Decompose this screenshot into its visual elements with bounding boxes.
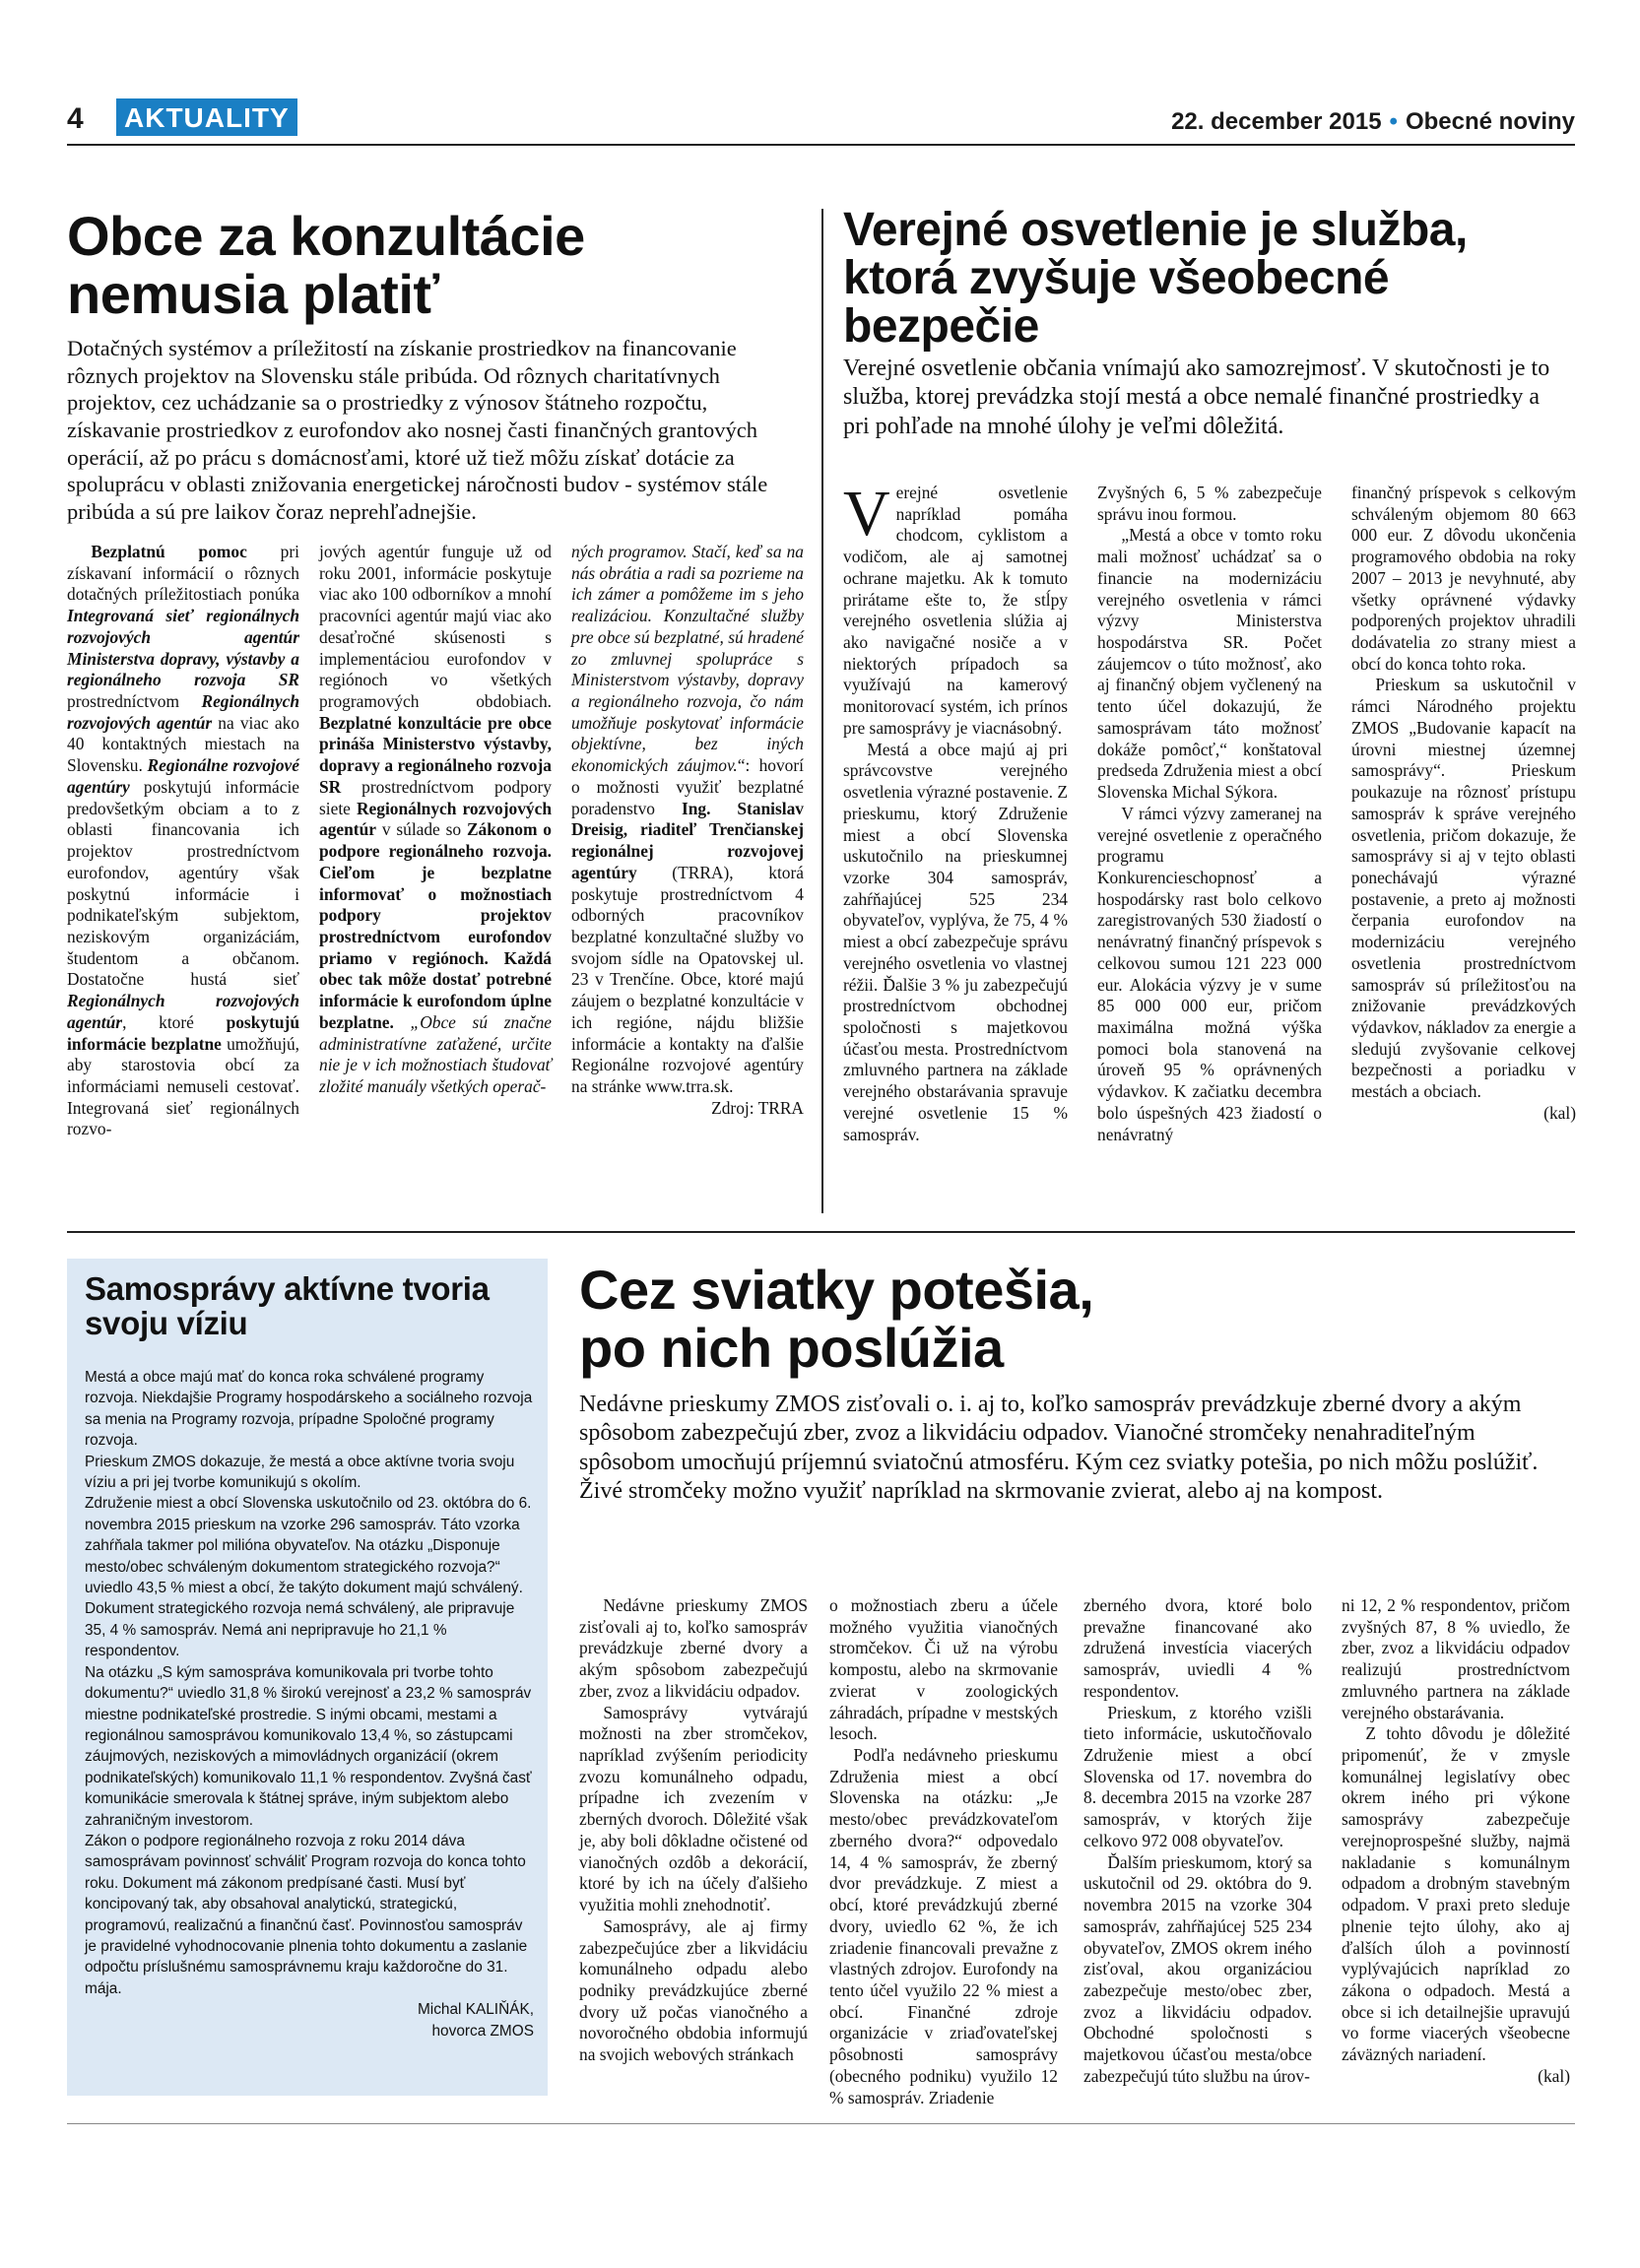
issue-date: 22. december 2015	[1171, 108, 1382, 135]
article1-title	[67, 207, 835, 324]
issue-info	[1171, 108, 1575, 136]
column-rule	[821, 209, 823, 1213]
article2-col2: Zvyšných 6, 5 % zabezpečuje správu inou formou. „Mestá a obce v tomto roku mali možnosť uchádzať sa o financie na modernizáciu verejného osvetlenia v rámci výzvy Ministerstva hospodárstva SR. Počet záujemcov o túto možnosť, ako aj finančný objem vyčlenený na tento účel dokazujú, že samosprávam táto možnosť dokáže pomôcť,“ konštatoval predseda Združenia miest a obcí Slovenska Michal Sýkora. V rámci výzvy zameranej na verejné osvetlenie z operačného programu Konkurencieschopnosť a hospodársky rast bolo celkovo zaregistrovaných 530 žiadostí o nenávratný finančný príspevok s celkovou sumou 121 223 000 eur. Alokácia výzvy je v sume 85 000 000 eur, pričom maximálna možná výška pomoci bola stanovená na úroveň 95 % oprávnených výdavkov. K začiatku decembra bolo úspešných 423 žiadostí o nenávratný	[1097, 483, 1322, 1144]
header-rule	[67, 144, 1575, 146]
article3-col2: o možnostiach zberu a účele možného využitia vianočných stromčekov. Či už na výrobu kompostu, alebo na skrmovanie zvierat v zoologických záhradách, prípadne v mestských lesoch. Podľa nedávneho prieskumu Združenia miest a obcí Slovenska na otázku: „Je mesto/obec prevádzkovateľom zberného dvora?“ odpovedalo 14, 4 % samospráv, že zberný dvor prevádzkuje. Z miest a obcí, ktoré prevádzkujú zberné dvory, uviedlo 62 %, že ich zriadenie financovali prevažne z vlastných zdrojov. Eurofondy na tento účel využilo 22 % miest a obcí. Finančné zdroje organizácie v zriaďovateľskej pôsobnosti samosprávy (obecného podniku) využilo 12 % samospráv. Zriadenie	[829, 1595, 1058, 2107]
sidebar-title	[85, 1272, 528, 1341]
separator-dot: •	[1389, 108, 1398, 135]
article3-col1: Nedávne prieskumy ZMOS zisťovali aj to, koľko samospráv prevádzkuje zberné dvory a akým spôsobom zabezpečujú zber, zvoz a likvidáciu odpadov. Samosprávy vytvárajú možnosti na zber stromčekov, napríklad zvýšením periodicity zvozu komunálneho odpadu, prípadne ich zvezením v zberných dvoroch. Dôležité však je, aby boli dôkladne očistené od vianočných ozdôb a dekorácií, ktoré by ich na účely ďalšieho využitia mohli znehodnotiť. Samosprávy, ale aj firmy zabezpečujúce zber a likvidáciu komunálneho odpadu alebo podniky prevádzkujúce zberné dvory už počas vianočného a novoročného obdobia informujú na svojich webových stránkach	[579, 1595, 808, 2065]
article3-title	[579, 1261, 1525, 1378]
title-line: Samosprávy aktívne tvoria	[85, 1270, 490, 1307]
title-line: ktorá zvyšuje všeobecné	[843, 251, 1390, 304]
page-number: 4	[67, 102, 84, 135]
article3-col4: ni 12, 2 % respondentov, pričom zvyšných 87, 8 % uviedlo, že zber, zvoz a likvidáciu odpadov realizujú prostredníctvom zmluvného partnera na základe verejného obstarávania. Z tohto dôvodu je dôležité pripomenúť, že v zmysle komunálnej legislatívy obec okrem iného pri výkone samosprávy zabezpečuje verejnoprospešné služby, najmä nakladanie s komunálnym odpadom a drobným stavebným odpadom. V praxi preto sleduje plnenie tejto úlohy, ako aj ďalších úloh a povinností vyplývajúcich napríklad zo zákona o odpadoch. Mestá a obce si ich detailnejšie upravujú vo forme viacerých všeobecne záväzných nariadení. (kal)	[1342, 1595, 1570, 2086]
article2-col1: Verejné osvetlenie napríklad pomáha chodcom, cyklistom a vodičom, ale aj samotnej ochrane majetku. Ak k tomuto prirátame ešte to, že stĺpy verejného osvetlenia slúžia aj ako navigačné nosiče a v niektorých prípadoch sa využívajú na kamerový monitorovací systém, ich prínos pre samosprávy je viacnásobný. Mestá a obce majú aj pri správcovstve verejného osvetlenia výrazné postavenie. Z prieskumu, ktorý Združenie miest a obcí Slovenska uskutočnilo na prieskumnej vzorke 304 samospráv, zahŕňajúcej 525 234 obyvateľov, vyplýva, že 75, 4 % miest a obcí zabezpečuje správu verejného osvetlenia vo vlastnej réžii. Ďalšie 3 % ju zabezpečujú prostredníctvom obchodnej spoločnosti s majetkovou účasťou mesta. Prostredníctvom zmluvného partnera na základe verejného obstarávania spravuje verejné osvetlenie 15 % samospráv.	[843, 478, 1068, 1144]
article3-col3: zberného dvora, ktoré bolo prevažne financované ako združená investícia viacerých samospráv, uviedli 4 % respondentov. Prieskum, z ktorého vzišli tieto informácie, uskutočňovalo Združenie miest a obcí Slovenska od 17. novembra do 8. decembra 2015 na vzorke 287 samospráv, v ktorých žije celkovo 972 008 obyvateľov. Ďalším prieskumom, ktorý sa uskutočnil od 29. októbra do 9. novembra 2015 na vzorke 304 samospráv, zahŕňajúcej 525 234 obyvateľov, ZMOS okrem iného zisťoval, akou organizáciou zabezpečuje mesto/obec zber, zvoz a likvidáciu odpadov. Obchodné spoločnosti s majetkovou účasťou mesta/obce zabezpečujú túto službu na úrov-	[1083, 1595, 1312, 2086]
article1-col1: Bezplatnú pomoc pri získavaní informácií o rôznych dotačných príležitostiach ponúka Integrovaná sieť regionálnych rozvojových agentúr Ministerstva dopravy, výstavby a regionálneho rozvoja SR prostredníctvom Regionálnych rozvojových agentúr na viac ako 40 kontaktných miestach na Slovensku. Regionálne rozvojové agentúry poskytujú informácie predovšetkým obciam a to z oblasti financovania ich projektov prostredníctvom eurofondov, agentúry však poskytnú informácie i podnikateľským subjektom, neziskovým organizáciám, študentom a občanom. Dostatočne hustá sieť Regionálnych rozvojových agentúr, ktoré poskytujú informácie bezplatne umožňujú, aby starostovia obcí za informáciami nemuseli cestovať. Integrovaná sieť regionálnych rozvo-	[67, 542, 299, 1139]
article1-source: Zdroj: TRRA	[711, 1097, 804, 1118]
article2-author: (kal)	[1543, 1102, 1576, 1123]
dropcap: V	[843, 478, 890, 550]
sidebar-text: Mestá a obce majú mať do konca roka schválené programy rozvoja. Niekdajšie Programy hospodárskeho a sociálneho rozvoja sa menia na Programy rozvoja, prípadne Spoločné programy rozvoja. Prieskum ZMOS dokazuje, že mestá a obce aktívne tvoria svoju víziu a pri jej tvorbe komunikujú s okolím. Združenie miest a obcí Slovenska uskutočnilo od 23. októbra do 6. novembra 2015 prieskum na vzorke 296 samospráv. Táto vzorka zahŕňala takmer pol milióna obyvateľov. Na otázku „Disponuje mesto/obec schváleným dokumentom strategického rozvoja?“ uviedlo 43,5 % miest a obcí, že takýto dokument majú schválený. Dokument strategického rozvoja nemá schválený, ale pripravuje 35, 4 % samospráv. Nemá ani nepripravuje ho 21,1 % respondentov. Na otázku „S kým samospráva komunikovala pri tvorbe tohto dokumentu?“ uviedlo 31,8 % širokú verejnosť a 23,2 % samospráv miestne podnikateľské prostredie. S inými obcami, mestami a regionálnou samosprávou komunikovalo 13,4 %, so zástupcami záujmových, neziskových a mimovládnych organizácií (okrem podnikateľských) komunikovalo 11,1 % respondentov. Zvyšná časť komunikácie smerovala k štátnej správe, iným subjektom alebo zahraničným investorom. Zákon o podpore regionálneho rozvoja z roku 2014 dáva samosprávam povinnosť schváliť Program rozvoja do konca tohto roku. Dokument má zákonom predpísané časti. Musí byť koncipovaný tak, aby obsahoval analytickú, strategickú, programovú, realizačnú a finančnú časť. Povinnosťou samospráv je pravidelné vyhodnocovanie plnenia tohto dokumentu a zaslanie odpočtu príslušnému samosprávnemu kraju každoročne do 31. mája. Michal KALIŇÁK, hovorca ZMOS	[85, 1367, 534, 2041]
title-line: svoju víziu	[85, 1304, 248, 1341]
sidebar-signature: Michal KALIŇÁK, hovorca ZMOS	[417, 2001, 534, 2040]
article3-author: (kal)	[1538, 2065, 1570, 2086]
article1-lead: Dotačných systémov a príležitostí na získanie prostriedkov na financovanie rôznych projektov na Slovensku stále pribúda. Od rôznych charitatívnych projektov, cez uchádzanie sa o prostriedky z výnosov štátneho rozpočtu, získavanie prostriedkov z eurofondov ako nosnej časti finančných grantových operácií, až po prácu s domácnosťami, ktoré už tiež môžu získať dotácie za spoluprácu v oblasti znižovania energetickej náročnosti budov - systémov stále pribúda a sú pre laikov čoraz neprehľadnejšie.	[67, 336, 768, 525]
title-line: bezpečie	[843, 299, 1039, 353]
title-line: nemusia platiť	[67, 263, 439, 326]
article1-col3: ných programov. Stačí, keď sa na nás obrátia a radi sa pozrieme na ich zámer a pomôžeme im s jeho realizáciou. Konzultačné služby pre obce sú bezplatné, sú hradené zo zmluvnej spolupráce s Ministerstvom výstavby, dopravy a regionálneho rozvoja, čo nám umožňuje poskytovať informácie objektívne, bez iných ekonomických záujmov.“: hovorí o možnosti využiť bezplatné poradenstvo Ing. Stanislav Dreisig, riaditeľ Trenčianskej regionálnej rozvojovej agentúry (TRRA), ktorá poskytuje prostredníctvom 4 odborných pracovníkov bezplatné konzultačné služby vo svojom sídle na Opatovskej ul. 23 v Trenčíne. Obce, ktoré majú záujem o bezplatné konzultácie v ich regióne, nájdu bližšie informácie a kontakty na ďalšie Regionálne rozvojové agentúry na stránke www.trra.sk. Zdroj: TRRA	[571, 542, 805, 1118]
article3-lead: Nedávne prieskumy ZMOS zisťovali o. i. aj to, koľko samospráv prevádzkuje zberné dvory a akým spôsobom zabezpečujú zber, zvoz a likvidáciu odpadov. Vianočné stromčeky nenahraditeľným spôsobom umocňujú príjemnú sviatočnú atmosféru. Kým cez sviatky potešia, po nich môžu poslúžiť. Živé stromčeky možno využiť napríklad na skrmovanie zvierat, alebo aj na kompost.	[579, 1392, 1539, 1504]
footer-rule	[67, 2123, 1575, 2124]
sidebar-box	[67, 1259, 548, 2096]
article2-lead: Verejné osvetlenie občania vnímajú ako samozrejmosť. V skutočnosti je to služba, ktorej prevádzka stojí mestá a obce nemalé finančné prostriedky a pri pohľade na mnohé úlohy je veľmi dôležitá.	[843, 356, 1550, 439]
section-tag: AKTUALITY	[116, 98, 297, 136]
article2-title	[843, 204, 1592, 353]
title-line: Obce za konzultácie	[67, 205, 585, 267]
title-line: Cez sviatky potešia,	[579, 1259, 1094, 1321]
section-divider	[67, 1231, 1575, 1233]
title-line: po nich poslúžia	[579, 1317, 1004, 1380]
publication-name: Obecné noviny	[1405, 108, 1575, 135]
article1-col2: jových agentúr funguje už od roku 2001, informácie poskytuje viac ako 100 odborníkov a mnohí pracovníci agentúr majú viac ako desaťročné skúsenosti s implementáciou eurofondov v regiónoch vo všetkých programových obdobiach. Bezplatné konzultácie pre obce prináša Ministerstvo výstavby, dopravy a regionálneho rozvoja SR prostredníctvom podpory siete Regionálnych rozvojových agentúr v súlade so Zákonom o podpore regionálneho rozvoja. Cieľom je bezplatne informovať o možnostiach podpory projektov prostredníctvom eurofondov priamo v regiónoch. Každá obec tak môže dostať potrebné informácie k eurofondom úplne bezplatne. „Obce sú značne administratívne zaťažené, určite nie je v ich možnostiach študovať zložité manuály všetkých operač-	[319, 542, 552, 1096]
title-line: Verejné osvetlenie je služba,	[843, 204, 1468, 256]
article2-col3: finančný príspevok s celkovým schváleným objemom 80 663 000 eur. Z dôvodu ukončenia programového obdobia na roky 2007 – 2013 je nevyhnuté, aby všetky oprávnené výdavky podporených projektov uhradili dodávatelia zo strany miest a obcí do konca tohto roka. Prieskum sa uskutočnil v rámci Národného projektu ZMOS „Budovanie kapacít na úrovni miestnej územnej samosprávy“. Prieskum poukazuje na rôznosť prístupu samospráv k správe verejného osvetlenia, pričom dokazuje, že samosprávy si aj v tejto oblasti ponechávajú výrazné postavenie, a preto aj možnosti čerpania eurofondov na modernizáciu verejného osvetlenia prostredníctvom samospráv sú príležitosťou na znižovanie prevádzkových výdavkov, nákladov za energie a sledujú zvyšovanie celkovej bezpečnosti a poriadku v mestách a obciach. (kal)	[1351, 483, 1576, 1123]
